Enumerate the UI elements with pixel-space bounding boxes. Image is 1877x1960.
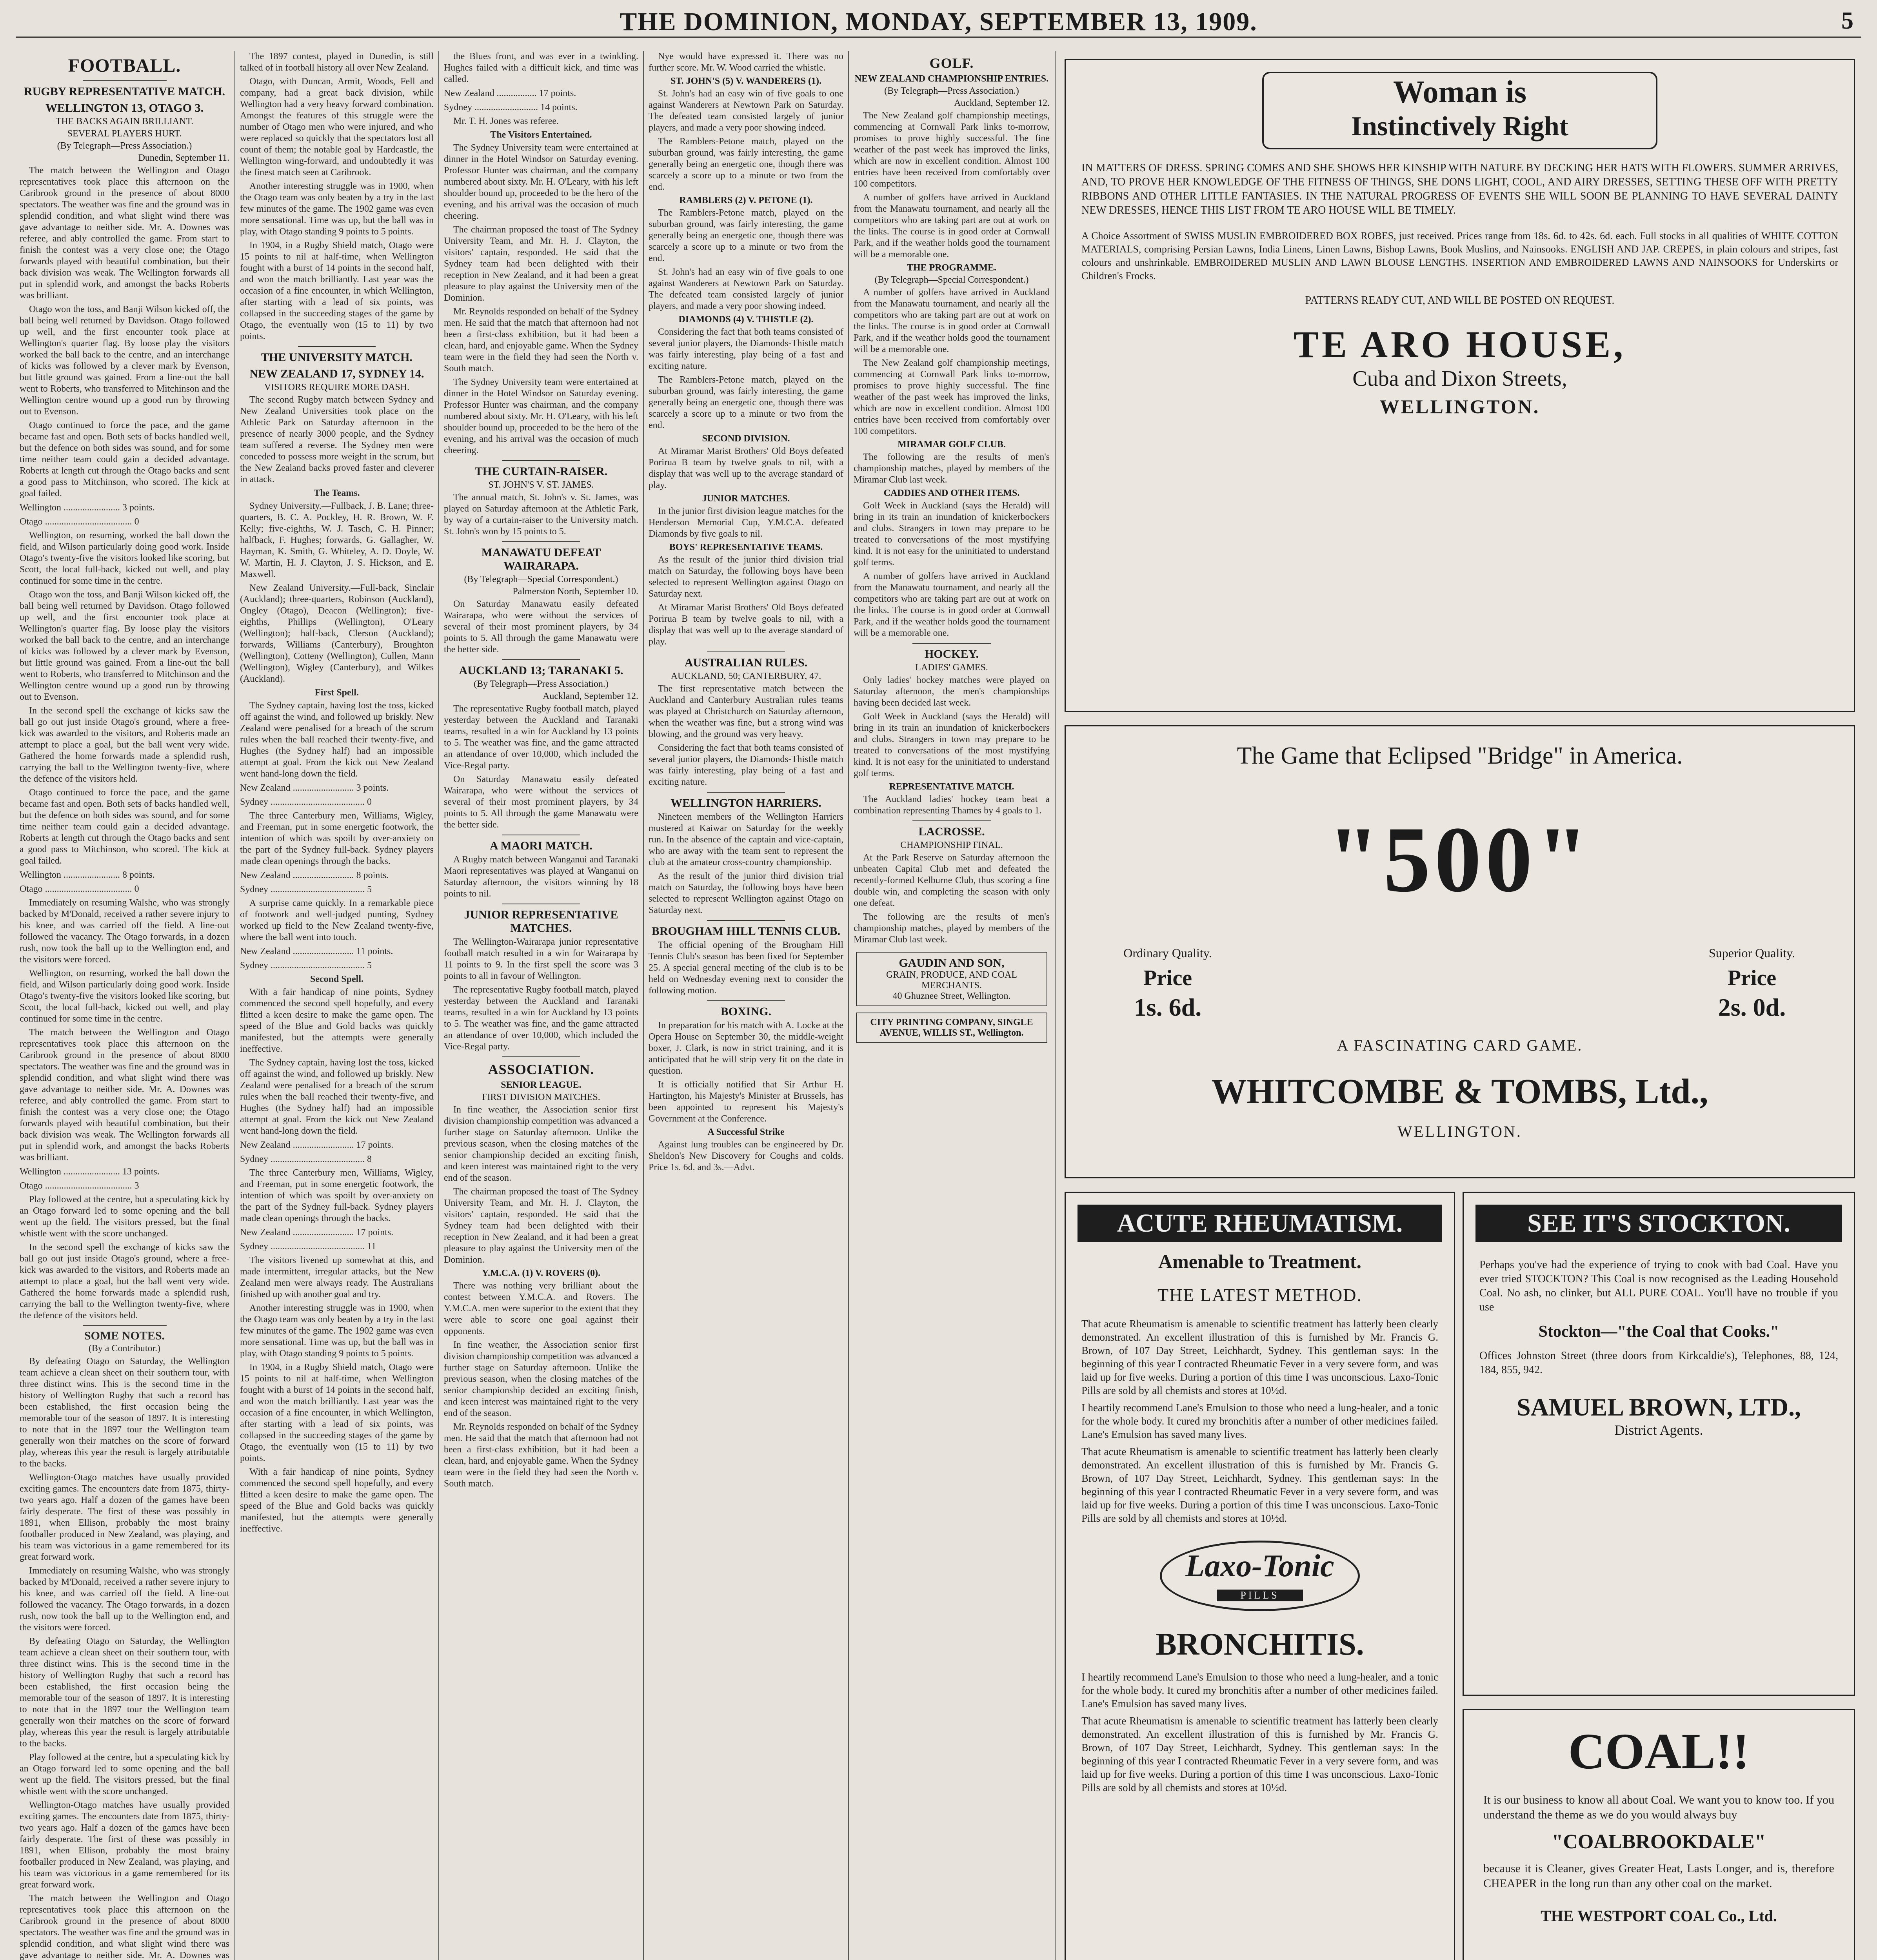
- column-golf: [854, 51, 1050, 1960]
- subhead: DIAMONDS (4) V. THISTLE (2).: [678, 314, 814, 325]
- price-label: Price: [1727, 966, 1777, 990]
- paragraph: The first representative match between the Auckland and Canterbury Australian rules teams was played at Christchurch on Saturday afternoon, when the weather was fine, but a strong wind was blowing, and the ground was very heavy.: [649, 684, 843, 739]
- headline: THE UNIVERSITY MATCH.: [261, 351, 412, 364]
- paragraph: Another interesting struggle was in 1900, when the Otago team was only beaten by a try in the last few minutes of the game. The 1902 game was even more sensational. Time was up, but the ball was in play, with Otago standing 9 points to 5 points.: [240, 181, 434, 237]
- advert-items: A Choice Assortment of SWISS MUSLIN EMBROIDERED BOX ROBES, just received. Prices range from 18s. 6d. to 42s. 6d. each. Full stocks in all qualities of WHITE COTTON MATERIALS, comprising Persian Lawns, India Linens, Linen Lawns, Bishop Lawns, Book Muslins, and Nainsooks. ENGLISH AND JAP. CREPES, in plain colours and stripes, fast colours and unshrinkable. EMBROIDERED MUSLIN AND LAWN BLOUSE LENGTHS. INSERTION AND EMBROIDERED LAWNS AND NAINSOOKS for Underskirts or Children's Frocks.: [1081, 230, 1838, 281]
- score-line: Otago ..................................... 0: [20, 884, 139, 894]
- paragraph: At Miramar Marist Brothers' Old Boys defeated Porirua B team by twelve goals to nil, with a display that was well up to the average standard of play.: [649, 446, 843, 490]
- column-association: [649, 51, 843, 1960]
- paragraph: There was nothing very brilliant about the contest between Y.M.C.A. and Rovers. The Y.M.C.A. men were superior to the extent that they were able to score one goal against their opponents.: [444, 1281, 638, 1336]
- paragraph: The official opening of the Brougham Hill Tennis Club's season has been fixed for September 25. A special general meeting of the club is to be held on Wednesday evening next to consider the following motion.: [649, 940, 843, 996]
- score-line: New Zealand .......................... 17 points.: [240, 1140, 394, 1150]
- column-rule: [438, 51, 439, 1960]
- paragraph: the Blues front, and was ever in a twinkling. Hughes failed with a difficult kick, and time was called.: [444, 51, 638, 84]
- paragraph: Wellington-Otago matches have usually provided exciting games. The encounters date from 1875, thirty-two years ago. Half a dozen of the games have been fairly desperate. The first of these was possibly in 1891, when Ellison, probably the most brainy footballer produced in New Zealand, was playing, and his team was victorious in a game remembered for its great forward work.: [20, 1800, 229, 1890]
- headline: WELLINGTON HARRIERS.: [670, 797, 821, 809]
- advert-title: COAL!!: [1568, 1723, 1750, 1780]
- subhead: MIRAMAR GOLF CLUB.: [898, 439, 1006, 450]
- quality-label: Ordinary Quality.: [1123, 946, 1212, 960]
- headline: JUNIOR REPRESENTATIVE MATCHES.: [464, 908, 618, 935]
- divider: [502, 541, 580, 542]
- score-line: Sydney ........................................ 5: [240, 960, 372, 971]
- paragraph: The Sydney captain, having lost the toss, kicked off against the wind, and followed up briskly. New Zealand were penalised for a breach of the scrum rules when the ball reached their twenty-five, and Hughes (the Sydney half) had an impossible attempt at goal. From the kick out New Zealand went hand-long down the field.: [240, 701, 434, 779]
- score-line: New Zealand .......................... 17 points.: [240, 1227, 394, 1238]
- paragraph: The chairman proposed the toast of The Sydney University Team, and Mr. H. J. Clayton, the visitors' captain, responded. He said that the Sydney team had been delighted with their reception in New Zealand, and it had been a great pleasure to play against the University men of the Dominion.: [444, 225, 638, 303]
- score-line: New Zealand ................. 17 points.: [444, 88, 576, 98]
- divider: [912, 820, 991, 821]
- advert-title: The Game that Eclipsed "Bridge" in America.: [1237, 742, 1683, 769]
- paragraph: In the second spell the exchange of kicks saw the ball go out just inside Otago's ground, where a free-kick was awarded to the visitors, and Roberts made an attempt to place a goal, but the ball went very wide. Gathered the home forwards made a splendid rush, carrying the ball to the Wellington twenty-five, where the defence of the visitors held.: [20, 706, 229, 784]
- store-address: Cuba and Dixon Streets,: [1352, 367, 1567, 391]
- paragraph: By defeating Otago on Saturday, the Wellington team achieve a clean sheet on their southern tour, with three distinct wins. This is the second time in the history of Wellington Rugby that such a record has been established, the first occasion being the memorable tour of the season of 1897. It is interesting to note that in the 1897 tour the Wellington team generally won their matches on the score of forward play, whereas this year the result is largely attributable to the backs.: [20, 1356, 229, 1469]
- paragraph: The match between the Wellington and Otago representatives took place this afternoon on the Caribrook ground in the presence of about 8000 spectators. The weather was fine and the ground was in splendid condition, and what slight wind there was gave advantage to neither side. Mr. A. Downes was referee, and ably controlled the game. From start to finish the contest was a very close one; the Otago forwards played with beautiful combination, but their back division was weak. The Wellington forwards all put in splendid work, and amongst the backs Roberts was brilliant.: [20, 1027, 229, 1163]
- paragraph: The Ramblers-Petone match, played on the suburban ground, was fairly interesting, the game generally being an energetic one, though there was scarcely a score up to a minute or two from the end.: [649, 375, 843, 430]
- byline: (By Telegraph—Special Correspondent.): [874, 275, 1029, 285]
- divider: [502, 659, 580, 660]
- paragraph: The New Zealand golf championship meetings, commencing at Cornwall Park links to-morrow, promises to prove highly successful. The fine weather of the past week has improved the links, which are now in excellent condition. Almost 100 entries have been received from comfortably over 100 competitors.: [854, 358, 1050, 436]
- advert-title: ACUTE RHEUMATISM.: [1078, 1205, 1442, 1242]
- paragraph: In preparation for his match with A. Locke at the Opera House on September 30, the middle-weight boxer, J. Clark, is now in strict training, and it is anticipated that he will strip very fit on the date in question.: [649, 1020, 843, 1076]
- deck: VISITORS REQUIRE MORE DASH.: [264, 382, 410, 392]
- advert-body: It is our business to know all about Coal. We want you to know too. If you understand the theme as we do you would always buy: [1483, 1793, 1834, 1821]
- column-football: [20, 51, 229, 1960]
- paragraph: Immediately on resuming Walshe, who was strongly backed by M'Donald, received a rather severe injury to his knee, and was carried off the field. A line-out followed the vacancy. The Otago forwards, in a dozen rush, now took the ball up to the Wellington end, and the visitors were forced.: [20, 898, 229, 965]
- brand-logo-subtext: PILLS: [1217, 1590, 1303, 1601]
- divider: [707, 1000, 785, 1001]
- score-line: Otago ..................................... 3: [20, 1181, 139, 1191]
- article-body: [20, 165, 229, 1960]
- subhead: CADDIES AND OTHER ITEMS.: [883, 488, 1020, 498]
- headline: MANAWATU DEFEAT WAIRARAPA.: [481, 546, 601, 572]
- paragraph: The second Rugby match between Sydney and New Zealand Universities took place on the Athletic Park on Saturday afternoon in the presence of nearly 3000 people, and the Sydney team suffered a reverse. The Sydney men were conceded to possess more weight in the scrum, but the New Zealand backs proved faster and cleverer in attack.: [240, 395, 434, 485]
- divider: [912, 643, 991, 644]
- deck: ST. JOHN'S V. ST. JAMES.: [488, 480, 594, 490]
- subhead: First Spell.: [315, 688, 359, 698]
- score-line: Wellington ........................ 8 points.: [20, 870, 155, 880]
- advert-body: That acute Rheumatism is amenable to scientific treatment has latterly been clearly demonstrated. An excellent illustration of this is furnished by Mr. Francis G. Brown, of 107 Day Street, Leichhardt, Sydney. This gentleman says: In the beginning of this year I contracted Rheumatic Fever in a very severe form, and was laid up for five weeks. During a portion of this time I was unconscious. Laxo-Tonic Pills are sold by all chemists and stores at 10½d.: [1081, 1715, 1438, 1793]
- subhead: REPRESENTATIVE MATCH.: [889, 782, 1014, 792]
- paragraph: St. John's had an easy win of five goals to one against Wanderers at Newtown Park on Saturday. The defeated team consisted largely of junior players, and made a very poor showing indeed.: [649, 89, 843, 133]
- score-line: Sydney ........................................ 11: [240, 1241, 376, 1252]
- paragraph: Wellington, on resuming, worked the ball down the field, and Wilson particularly doing good work. Inside Otago's twenty-five the visitors looked like scoring, but Scott, the local full-back, kicked out well, and play continued for some time in the centre.: [20, 530, 229, 586]
- headline: NEW ZEALAND 17, SYDNEY 14.: [249, 367, 424, 380]
- subhead: SENIOR LEAGUE.: [501, 1080, 581, 1090]
- advert-body: That acute Rheumatism is amenable to scientific treatment has latterly been clearly demonstrated. An excellent illustration of this is furnished by Mr. Francis G. Brown, of 107 Day Street, Leichhardt, Sydney. This gentleman says: In the beginning of this year I contracted Rheumatic Fever in a very severe form, and was laid up for five weeks. During a portion of this time I was unconscious. Laxo-Tonic Pills are sold by all chemists and stores at 10½d.: [1081, 1318, 1438, 1396]
- divider: [502, 1056, 580, 1057]
- subhead: THE PROGRAMME.: [907, 263, 996, 273]
- paragraph: In fine weather, the Association senior first division championship competition was advanced a further stage on Saturday afternoon. Unlike the previous season, when the closing matches of the senior championship decided an exciting finish, and keen interest was maintained right to the very end of the season.: [444, 1340, 638, 1418]
- paragraph: The 1897 contest, played in Dunedin, is still talked of in football history all over New Zealand.: [240, 51, 434, 73]
- advert-subtitle: A FASCINATING CARD GAME.: [1337, 1036, 1583, 1054]
- paragraph: Otago won the toss, and Banji Wilson kicked off, the ball being well returned by Davidson. Otago followed up well, and the first encounter took place at Wellington's quarter flag. By loose play the visitors worked the ball back to the centre, and an interchange of kicks was followed by a clever mark by Evenson, but little ground was gained. From a line-out the ball went to Roberts, who transferred to Mitchinson and the Wellington centre wound up a good run by throwing out to Evenson.: [20, 590, 229, 702]
- publisher-city: WELLINGTON.: [1397, 1123, 1522, 1140]
- page-number: 5: [1841, 7, 1853, 34]
- advert-500-card-game: [1065, 725, 1855, 1178]
- paragraph: Considering the fact that both teams consisted of several junior players, the Diamonds-Thistle match was fairly interesting, play being of a fast and exciting nature.: [649, 743, 843, 787]
- advert-city-printing: [856, 1013, 1047, 1043]
- advert-body: Perhaps you've had the experience of trying to cook with bad Coal. Have you ever tried STOCKTON? This Coal is now recognised as the Leading Household Coal. No ash, no clinker, but ALL PURE COAL. You'll have no trouble if you use: [1479, 1259, 1838, 1313]
- advert-body: because it is Cleaner, gives Greater Heat, Lasts Longer, and is, therefore CHEAPER in the long run than any other coal on the market.: [1483, 1862, 1834, 1890]
- headline: LACROSSE.: [918, 825, 985, 838]
- byline: (By a Contributor.): [88, 1343, 161, 1354]
- paragraph: Wellington, on resuming, worked the ball down the field, and Wilson particularly doing good work. Inside Otago's twenty-five the visitors looked like scoring, but Scott, the local full-back, kicked out well, and play continued for some time in the centre.: [20, 968, 229, 1024]
- advert-body: I heartily recommend Lane's Emulsion to those who need a lung-healer, and a tonic for the whole body. It cured my bronchitis after a number of other medicines failed. Lane's Emulsion has saved many lives.: [1081, 1671, 1438, 1710]
- headline: A MAORI MATCH.: [490, 839, 592, 852]
- laxo-tonic-logo: [1160, 1541, 1360, 1611]
- subhead: NEW ZEALAND CHAMPIONSHIP ENTRIES.: [854, 74, 1049, 84]
- advert-body: That acute Rheumatism is amenable to scientific treatment has latterly been clearly demonstrated. An excellent illustration of this is furnished by Mr. Francis G. Brown, of 107 Day Street, Leichhardt, Sydney. This gentleman says: In the beginning of this year I contracted Rheumatic Fever in a very severe form, and was laid up for five weeks. During a portion of this time I was unconscious. Laxo-Tonic Pills are sold by all chemists and stores at 10½d.: [1081, 1446, 1438, 1524]
- paragraph: A surprise came quickly. In a remarkable piece of footwork and well-judged punting, Sydney worked up field to the New Zealand twenty-five, where the ball went into touch.: [240, 898, 434, 942]
- byline: (By Telegraph—Special Correspondent.): [464, 574, 618, 584]
- advert-westport-coal: [1463, 1709, 1855, 1960]
- dateline: Auckland, September 12.: [543, 691, 638, 701]
- paragraph: Otago continued to force the pace, and the game became fast and open. Both sets of backs handled well, but the defence on both sides was sound, and for some time neither team could gain a decided advantage. Roberts at length cut through the Otago backs and sent a good pass to Mitchinson, who scored. The kick at goal failed.: [20, 420, 229, 499]
- advert-address: Offices Johnston Street (three doors from Kirkcaldie's), Telephones, 88, 124, 184, 855, 942.: [1479, 1350, 1838, 1376]
- coal-brand: "COALBROOKDALE": [1552, 1831, 1766, 1853]
- subhead: SOME NOTES.: [84, 1329, 165, 1342]
- divider: [707, 792, 785, 793]
- column-curtain-raiser: [444, 51, 638, 1960]
- advert-subtitle: Amenable to Treatment.: [1158, 1250, 1361, 1272]
- byline: (By Telegraph—Press Association.): [474, 679, 609, 689]
- paragraph: By defeating Otago on Saturday, the Wellington team achieve a clean sheet on their southern tour, with three distinct wins. This is the second time in the history of Wellington Rugby that such a record has been established, the first occasion being the memorable tour of the season of 1897. It is interesting to note that in the 1897 tour the Wellington team generally won their matches on the score of forward play, whereas this year the result is largely attributable to the backs.: [20, 1636, 229, 1749]
- subhead: JUNIOR MATCHES.: [702, 494, 790, 504]
- headline: BOXING.: [720, 1005, 772, 1018]
- advert-title: Woman is: [1393, 75, 1527, 109]
- paragraph: With a fair handicap of nine points, Sydney commenced the second spell hopefully, and every flitted a keen desire to make the game open. The speed of the Blue and Gold backs was quickly manifested, but the attempts were generally ineffective.: [240, 987, 434, 1054]
- paragraph: The Auckland ladies' hockey team beat a combination representing Thames by 4 goals to 1.: [854, 794, 1050, 816]
- paragraph: Another interesting struggle was in 1900, when the Otago team was only beaten by a try in the last few minutes of the game. The 1902 game was even more sensational. Time was up, but the ball was in play, with Otago standing 9 points to 5 points.: [240, 1303, 434, 1359]
- deck: LADIES' GAMES.: [915, 662, 988, 673]
- paragraph: Against lung troubles can be engineered by Dr. Sheldon's New Discovery for Coughs and colds. Price 1s. 6d. and 3s.—Advt.: [649, 1140, 843, 1172]
- paragraph: The Sydney University team were entertained at dinner in the Hotel Windsor on Saturday evening. Professor Hunter was chairman, and the company numbered about sixty. Mr. H. O'Leary, with his left shoulder bound up, proceeded to be the hero of the evening, and his arrival was the occasion of much cheering.: [444, 377, 638, 456]
- paragraph: In the junior first division league matches for the Henderson Memorial Cup, Y.M.C.A. defeated Diamonds by five goals to nil.: [649, 506, 843, 539]
- advert-body: I heartily recommend Lane's Emulsion to those who need a lung-healer, and a tonic for the whole body. It cured my bronchitis after a number of other medicines failed. Lane's Emulsion has saved many lives.: [1081, 1402, 1438, 1440]
- score-line: Otago ..................................... 0: [20, 517, 139, 527]
- subhead: The Visitors Entertained.: [490, 130, 592, 140]
- paragraph: The chairman proposed the toast of The Sydney University Team, and Mr. H. J. Clayton, the visitors' captain, responded. He said that the Sydney team had been delighted with their reception in New Zealand, and it had been a great pleasure to play against the University men of the Dominion.: [444, 1187, 638, 1265]
- subhead: BOYS' REPRESENTATIVE TEAMS.: [669, 542, 823, 552]
- subhead: SECOND DIVISION.: [702, 434, 790, 444]
- paragraph: The representative Rugby football match, played yesterday between the Auckland and Taranaki teams, resulted in a win for Auckland by 13 points to 5. The weather was fine, and the game attracted an attendance of over 10,000, which included the Vice-Regal party.: [444, 985, 638, 1052]
- paragraph: On Saturday Manawatu easily defeated Wairarapa, who were without the services of several of their most prominent players, by 34 points to 5. All through the game Manawatu were the better side.: [444, 774, 638, 830]
- section-head-association: ASSOCIATION.: [488, 1062, 594, 1077]
- advert-laxo-tonic: [1065, 1192, 1455, 1960]
- section-head-football: FOOTBALL.: [68, 55, 181, 76]
- paragraph: Considering the fact that both teams consisted of several junior players, the Diamonds-Thistle match was fairly interesting, play being of a fast and exciting nature.: [649, 327, 843, 371]
- score-line: New Zealand .......................... 3 points.: [240, 783, 389, 793]
- paragraph: New Zealand University.—Full-back, Sinclair (Auckland); three-quarters, Robinson (Auckland), Ongley (Otago), Deacon (Wellington); five-eighths, Phillips (Wellington), O'Leary (Wellington); half-back, Clerson (Auckland); forwards, Williams (Canterbury), Broughton (Wellington), Cotteny (Wellington), Cullen, Mann (Wellington), Wigley (Canterbury), and Wilkes (Auckland).: [240, 583, 434, 684]
- headline: AUCKLAND 13; TARANAKI 5.: [459, 664, 623, 677]
- paragraph: As the result of the junior third division trial match on Saturday, the following boys have been selected to represent Wellington against Otago on Saturday next.: [649, 871, 843, 915]
- score-line: Sydney ........................................ 5: [240, 884, 372, 895]
- advert-note: PATTERNS READY CUT, AND WILL BE POSTED ON REQUEST.: [1305, 294, 1615, 307]
- paragraph: Nineteen members of the Wellington Harriers mustered at Kaiwar on Saturday for the weekly run. In the absence of the captain and vice-captain, who are away with the team sent to represent the club at the amateur cross-country championship.: [649, 812, 843, 867]
- paragraph: The annual match, St. John's v. St. James, was played on Saturday afternoon at the Athletic Park, by way of a curtain-raiser to the University match. St. John's won by 15 points to 5.: [444, 492, 638, 537]
- publisher-name: WHITCOMBE & TOMBS, Ltd.,: [1211, 1072, 1708, 1111]
- newspaper-title: THE DOMINION, MONDAY, SEPTEMBER 13, 1909.: [620, 7, 1257, 36]
- paragraph: Sydney University.—Fullback, J. B. Lane; three-quarters, B. C. A. Pockley, H. R. Brown, W. F. Kelly; five-eighths, W. J. Tasch, C. H. Pinner; halfback, F. Hughes; forwards, G. Gallagher, W. Hayman, K. Smith, G. Whiteley, A. D. Doyle, W. W. Martin, H. J. Clayton, J. S. Hickson, and E. Maxwell.: [240, 501, 434, 579]
- paragraph: The three Canterbury men, Williams, Wigley, and Freeman, put in some energetic footwork, the intention of which was spoilt by over-anxiety on the part of the Sydney full-back. Sydney players made clean openings through the backs.: [240, 1168, 434, 1223]
- byline: (By Telegraph—Press Association.): [884, 86, 1019, 96]
- byline: (By Telegraph—Press Association.): [57, 141, 192, 151]
- headline: RUGBY REPRESENTATIVE MATCH.: [24, 85, 225, 98]
- paragraph: The following are the results of men's championship matches, played by members of the Miramar Club last week.: [854, 452, 1050, 485]
- paragraph: In 1904, in a Rugby Shield match, Otago were 15 points to nil at half-time, when Wellington fought with a burst of 14 points in the second half, and won the match brilliantly. Last year was the occasion of a fine encounter, in which Wellington, after starting with a lead of six points, was collapsed in the succeeding stages of the game by Otago, the eventually won (15 to 11) by two points.: [240, 240, 434, 341]
- score-line: Wellington ........................ 13 points.: [20, 1167, 160, 1177]
- paragraph: At Miramar Marist Brothers' Old Boys defeated Porirua B team by twelve goals to nil, with a display that was well up to the average standard of play.: [649, 603, 843, 647]
- paragraph: Otago won the toss, and Banji Wilson kicked off, the ball being well returned by Davidson. Otago followed up well, and the first encounter took place at Wellington's quarter flag. By loose play the visitors worked the ball back to the centre, and an interchange of kicks was followed by a clever mark by Evenson, but little ground was gained. From a line-out the ball went to Roberts, who transferred to Mitchinson and the Wellington centre wound up a good run by throwing out to Evenson.: [20, 304, 229, 417]
- paragraph: A Rugby match between Wanganui and Taranaki Maori representatives was played at Wanganui on Saturday afternoon, the visitors winning by 18 points to nil.: [444, 855, 638, 899]
- paragraph: The Sydney captain, having lost the toss, kicked off against the wind, and followed up briskly. New Zealand were penalised for a breach of the scrum rules when the ball reached their twenty-five, and Hughes (the Sydney half) had an impossible attempt at goal. From the kick out New Zealand went hand-long down the field.: [240, 1058, 434, 1136]
- advert-title: Instinctively Right: [1351, 111, 1569, 142]
- score-line: Sydney ........................................ 8: [240, 1154, 372, 1164]
- paragraph: A number of golfers have arrived in Auckland from the Manawatu tournament, and nearly all the competitors who are taking part are out at work on the links. The course is in good order at Cornwall Park, and if the weather holds good the tournament will be a memorable one.: [854, 192, 1050, 260]
- article-body: [240, 394, 434, 1535]
- agent-name: SAMUEL BROWN, LTD.,: [1517, 1393, 1801, 1421]
- price-superior: 2s. 0d.: [1718, 993, 1786, 1021]
- paragraph: The following are the results of men's championship matches, played by members of the Miramar Club last week.: [854, 912, 1050, 945]
- deck: THE BACKS AGAIN BRILLIANT.: [55, 116, 194, 127]
- paragraph: The Wellington-Wairarapa junior representative football match resulted in a win for Wairarapa by 11 points to 9. In the first spell the score was 3 points to all in favour of Wellington.: [444, 937, 638, 981]
- price-ordinary: 1s. 6d.: [1134, 993, 1202, 1021]
- score-line: New Zealand .......................... 8 points.: [240, 870, 389, 880]
- paragraph: In the second spell the exchange of kicks saw the ball go out just inside Otago's ground, where a free-kick was awarded to the visitors, and Roberts made an attempt to place a goal, but the ball went very wide. Gathered the home forwards made a splendid rush, carrying the ball to the Wellington twenty-five, where the defence of the visitors held.: [20, 1242, 229, 1321]
- advert-subtitle: THE LATEST METHOD.: [1157, 1285, 1362, 1305]
- subhead: A Successful Strike: [707, 1127, 785, 1137]
- paragraph: Golf Week in Auckland (says the Herald) will bring in its train an inundation of knickerbockers and clubs. Strangers in town may prepare to be treated to conversations of the most mystifying kind. It is not easy for the uninitiated to understand golf terms.: [854, 711, 1050, 779]
- advert-body: IN MATTERS OF DRESS. SPRING COMES AND SHE SHOWS HER KINSHIP WITH NATURE BY DECKING HER HATS WITH FLOWERS. SUMMER ARRIVES, AND, TO PROVE HER KNOWLEDGE OF THE FITNESS OF THINGS, SHE DONS LIGHT, COOL, AND AIRY DRESSES, SETTING THESE OFF WITH PRETTY RIBBONS AND OTHER LITTLE FANTASIES. IN THE NATURAL PROGRESS OF EVENTS SHE WILL SOON BE PLANNING TO HAVE SEVERAL DAINTY NEW DRESSES, HENCE THIS LIST FROM TE ARO HOUSE WILL BE TIMELY.: [1081, 162, 1838, 216]
- paragraph: Mr. Reynolds responded on behalf of the Sydney men. He said that the match that afternoon had not been a first-class exhibition, but it had been a clean, hard, and enjoyable game. When the Sydney team were in the field they had seen the North v. South match.: [444, 1422, 638, 1489]
- paragraph: Play followed at the centre, but a speculating kick by an Otago forward led to some opening and the ball went up the field. The visitors pressed, but the final whistle went with the score unchanged.: [20, 1194, 229, 1239]
- column-rule: [848, 51, 849, 1960]
- masthead: [16, 4, 1861, 38]
- deck: SEVERAL PLAYERS HURT.: [67, 129, 182, 139]
- divider: [298, 346, 376, 347]
- headline: THE CURTAIN-RAISER.: [474, 465, 608, 478]
- score-line: Sydney ........................... 14 points.: [444, 102, 578, 113]
- divider: [83, 80, 167, 81]
- advert-gaudin: [856, 952, 1047, 1006]
- divider: [502, 460, 580, 461]
- agent-subtitle: District Agents.: [1614, 1422, 1703, 1438]
- advert-title-box: [1262, 72, 1657, 149]
- paragraph: In fine weather, the Association senior first division championship competition was advanced a further stage on Saturday afternoon. Unlike the previous season, when the closing matches of the senior championship decided an exciting finish, and keen interest was maintained right to the very end of the season.: [444, 1105, 638, 1183]
- paragraph: Otago, with Duncan, Armit, Woods, Fell and company, had a great back division, while Wellington had a very heavy forward combination. Amongst the features of this struggle were the number of Otago men who were injured, and who were replaced so quickly that the spectators lost all count of them; the notable goal by Hardcastle, the Wellington wing-forward, and undoubtedly it was the finest match seen at Caribrook.: [240, 76, 434, 178]
- advertiser-trade: GRAIN, PRODUCE, AND COAL MERCHANTS.: [886, 970, 1018, 991]
- headline: AUSTRALIAN RULES.: [684, 656, 808, 669]
- paragraph: Nye would have expressed it. There was no further score. Mr. W. Wood carried the whistle.: [649, 51, 843, 73]
- score-line: New Zealand .......................... 11 points.: [240, 946, 393, 956]
- advert-stockton-coal: [1463, 1192, 1855, 1696]
- advert-tagline: Stockton—"the Coal that Cooks.": [1538, 1323, 1779, 1341]
- headline: BROUGHAM HILL TENNIS CLUB.: [651, 925, 841, 938]
- column-university: [240, 51, 434, 1960]
- subhead: RAMBLERS (2) V. PETONE (1).: [679, 195, 813, 205]
- paragraph: The match between the Wellington and Otago representatives took place this afternoon on the Caribrook ground in the presence of about 8000 spectators. The weather was fine and the ground was in splendid condition, and what slight wind there was gave advantage to neither side. Mr. A. Downes was: [20, 1893, 229, 1960]
- paragraph: The Ramblers-Petone match, played on the suburban ground, was fairly interesting, the game generally being an energetic one, though there was scarcely a score up to a minute or two from the end.: [649, 208, 843, 263]
- paragraph: Only ladies' hockey matches were played on Saturday afternoon, the men's championships having been decided last week.: [854, 675, 1050, 708]
- paragraph: The representative Rugby football match, played yesterday between the Auckland and Taranaki teams, resulted in a win for Auckland by 13 points to 5. The weather was fine, and the game attracted an attendance of over 10,000, which included the Vice-Regal party.: [444, 704, 638, 771]
- paragraph: With a fair handicap of nine points, Sydney commenced the second spell hopefully, and every flitted a keen desire to make the game open. The speed of the Blue and Gold backs was quickly manifested, but the attempts were generally ineffective.: [240, 1467, 434, 1534]
- score-line: Sydney ........................................ 0: [240, 797, 372, 807]
- paragraph: Wellington-Otago matches have usually provided exciting games. The encounters date from 1875, thirty-two years ago. Half a dozen of the games have been fairly desperate. The first of these was possibly in 1891, when Ellison, probably the most brainy footballer produced in New Zealand, was playing, and his team was victorious in a game remembered for its great forward work.: [20, 1472, 229, 1562]
- paragraph: Mr. T. H. Jones was referee.: [453, 116, 559, 126]
- divider: [707, 920, 785, 921]
- paragraph: Play followed at the centre, but a speculating kick by an Otago forward led to some opening and the ball went up the field. The visitors pressed, but the final whistle went with the score unchanged.: [20, 1752, 229, 1797]
- paragraph: The match between the Wellington and Otago representatives took place this afternoon on the Caribrook ground in the presence of about 8000 spectators. The weather was fine and the ground was in splendid condition, and what slight wind there was gave advantage to neither side. Mr. A. Downes was referee, and ably controlled the game. From start to finish the contest was a very close one; the Otago forwards played with beautiful combination, but their back division was weak. The Wellington forwards all put in splendid work, and amongst the backs Roberts was brilliant.: [20, 165, 229, 301]
- store-city: WELLINGTON.: [1379, 396, 1540, 417]
- dateline: Dunedin, September 11.: [138, 153, 229, 163]
- subhead: Y.M.C.A. (1) V. ROVERS (0).: [482, 1268, 601, 1278]
- paragraph: A number of golfers have arrived in Auckland from the Manawatu tournament, and nearly all the competitors who are taking part are out at work on the links. The course is in good order at Cornwall Park, and if the weather holds good the tournament will be a memorable one.: [854, 287, 1050, 354]
- advert-title: SEE IT'S STOCKTON.: [1475, 1205, 1842, 1242]
- paragraph: The Ramblers-Petone match, played on the suburban ground, was fairly interesting, the game generally being an energetic one, though there was scarcely a score up to a minute or two from the end.: [649, 136, 843, 192]
- brand-logo-text: Laxo-Tonic: [1185, 1549, 1334, 1583]
- article-body: [240, 51, 434, 342]
- deck: AUCKLAND, 50; CANTERBURY, 47.: [670, 671, 821, 681]
- store-name: TE ARO HOUSE,: [1293, 323, 1626, 365]
- paragraph: At the Park Reserve on Saturday afternoon the unbeaten Capital Club met and defeated the recently-formed Kelburne Club, thus scoring a fine double win, and completing the season with only one defeat.: [854, 853, 1050, 908]
- advertiser-name: GAUDIN AND SON,: [899, 956, 1005, 969]
- paragraph: The New Zealand golf championship meetings, commencing at Cornwall Park links to-morrow, promises to prove highly successful. The fine weather of the past week has improved the links, which are now in excellent condition. Almost 100 entries have been received from comfortably over 100 competitors.: [854, 111, 1050, 189]
- paragraph: Golf Week in Auckland (says the Herald) will bring in its train an inundation of knickerbockers and clubs. Strangers in town may prepare to be treated to conversations of the most mystifying kind. It is not easy for the uninitiated to understand golf terms.: [854, 501, 1050, 568]
- subhead: ST. JOHN'S (5) V. WANDERERS (1).: [670, 76, 821, 86]
- subhead: The Teams.: [314, 488, 360, 498]
- column-rule: [1055, 51, 1056, 1960]
- dateline: Auckland, September 12.: [954, 98, 1050, 108]
- paragraph: The three Canterbury men, Williams, Wigley, and Freeman, put in some energetic footwork, the intention of which was spoilt by over-anxiety on the part of the Sydney full-back. Sydney players made clean openings through the backs.: [240, 811, 434, 866]
- column-rule: [643, 51, 644, 1960]
- article-body: [444, 51, 638, 456]
- headline: HOCKEY.: [924, 648, 979, 661]
- section-head-golf: GOLF.: [929, 55, 974, 71]
- advertiser-address: 40 Ghuznee Street, Wellington.: [892, 991, 1011, 1001]
- quality-label: Superior Quality.: [1708, 946, 1795, 960]
- deck: CHAMPIONSHIP FINAL.: [900, 840, 1003, 850]
- paragraph: The Sydney University team were entertained at dinner in the Hotel Windsor on Saturday evening. Professor Hunter was chairman, and the company numbered about sixty. Mr. H. O'Leary, with his left shoulder bound up, proceeded to be the hero of the evening, and his arrival was the occasion of much cheering.: [444, 143, 638, 221]
- paragraph: As the result of the junior third division trial match on Saturday, the following boys have been selected to represent Wellington against Otago on Saturday next.: [649, 555, 843, 599]
- advertiser-name: CITY PRINTING COMPANY, SINGLE AVENUE, WILLIS ST., Wellington.: [870, 1017, 1033, 1038]
- column-rule: [234, 51, 235, 1960]
- advert-te-aro-house: [1065, 59, 1855, 712]
- paragraph: It is officially notified that Sir Arthur H. Hartington, his Majesty's Minister at Brussels, has been appointed to represent his Majesty's Government at the Conference.: [649, 1080, 843, 1124]
- price-label: Price: [1143, 966, 1192, 990]
- company-name: THE WESTPORT COAL Co., Ltd.: [1541, 1907, 1777, 1925]
- advert-title: BRONCHITIS.: [1156, 1627, 1364, 1662]
- dateline: Palmerston North, September 10.: [512, 586, 638, 597]
- paragraph: In 1904, in a Rugby Shield match, Otago were 15 points to nil at half-time, when Wellington fought with a burst of 14 points in the second half, and won the match brilliantly. Last year was the occasion of a fine encounter, in which Wellington, after starting with a lead of six points, was collapsed in the succeeding stages of the game by Otago, the eventually won (15 to 11) by two points.: [240, 1362, 434, 1463]
- subhead: FIRST DIVISION MATCHES.: [482, 1092, 600, 1102]
- paragraph: St. John's had an easy win of five goals to one against Wanderers at Newtown Park on Saturday. The defeated team consisted largely of junior players, and made a very poor showing indeed.: [649, 267, 843, 311]
- divider: [83, 1325, 167, 1326]
- game-name: "500": [1327, 807, 1593, 911]
- paragraph: Otago continued to force the pace, and the game became fast and open. Both sets of backs handled well, but the defence on both sides was sound, and for some time neither team could gain a decided advantage. Roberts at length cut through the Otago backs and sent a good pass to Mitchinson, who scored. The kick at goal failed.: [20, 788, 229, 866]
- score-line: Wellington ........................ 3 points.: [20, 503, 155, 513]
- paragraph: On Saturday Manawatu easily defeated Wairarapa, who were without the services of several of their most prominent players, by 34 points to 5. All through the game Manawatu were the better side.: [444, 599, 638, 655]
- paragraph: A number of golfers have arrived in Auckland from the Manawatu tournament, and nearly all the competitors who are taking part are out at work on the links. The course is in good order at Cornwall Park, and if the weather holds good the tournament will be a memorable one.: [854, 571, 1050, 638]
- subhead: Second Spell.: [310, 974, 364, 984]
- headline: WELLINGTON 13, OTAGO 3.: [45, 102, 204, 114]
- paragraph: Mr. Reynolds responded on behalf of the Sydney men. He said that the match that afternoon had not been a first-class exhibition, but it had been a clean, hard, and enjoyable game. When the Sydney team were in the field they had seen the North v. South match.: [444, 307, 638, 374]
- paragraph: The visitors livened up somewhat at this, and made intermittent, irregular attacks, but the New Zealand men were always ready. The Australians finished up with another goal and try.: [240, 1255, 434, 1299]
- paragraph: Immediately on resuming Walshe, who was strongly backed by M'Donald, received a rather severe injury to his knee, and was carried off the field. A line-out followed the vacancy. The Otago forwards, in a dozen rush, now took the ball up to the Wellington end, and the visitors were forced.: [20, 1566, 229, 1633]
